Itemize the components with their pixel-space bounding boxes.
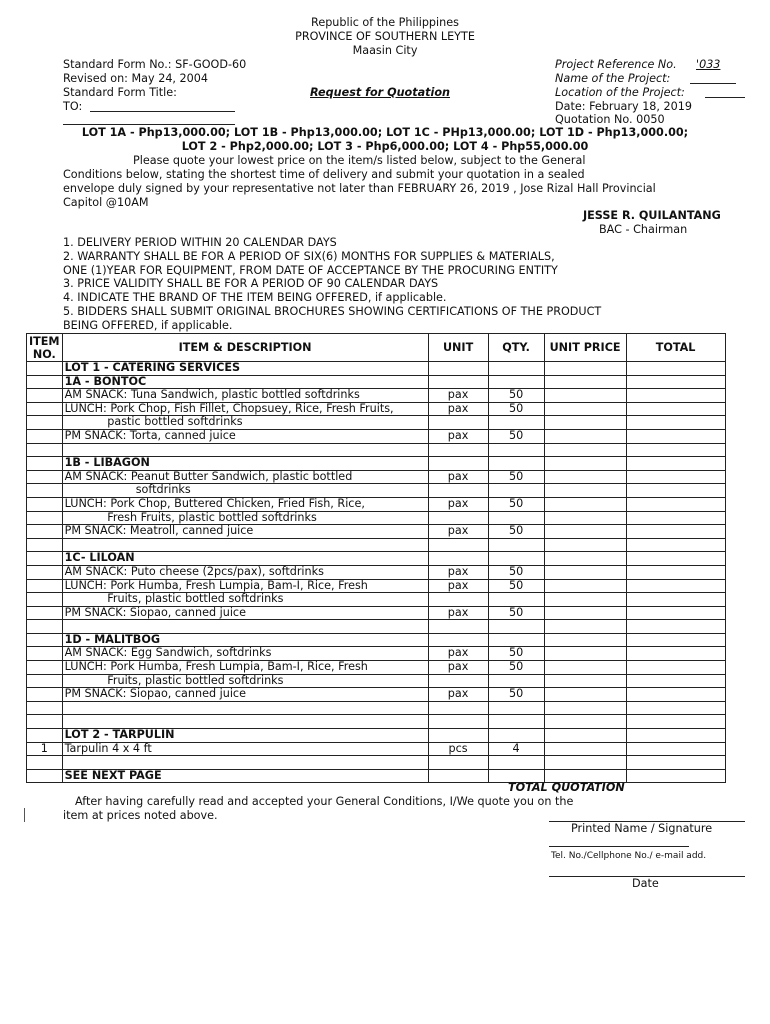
description-cell bbox=[62, 443, 428, 457]
total-cell[interactable] bbox=[626, 497, 725, 511]
item-no-cell bbox=[27, 769, 63, 783]
table-row bbox=[27, 633, 726, 647]
header-item-no: ITEM NO. bbox=[27, 334, 63, 362]
item-no-cell bbox=[27, 579, 63, 593]
date-label: Date bbox=[632, 877, 659, 890]
unit-cell bbox=[428, 674, 488, 688]
qty-cell: 50 bbox=[488, 565, 544, 579]
table-row bbox=[27, 688, 726, 702]
table-row bbox=[27, 443, 726, 457]
item-no-cell bbox=[27, 362, 63, 376]
text-cursor-mark bbox=[24, 808, 25, 822]
unit-price-cell[interactable] bbox=[544, 389, 626, 403]
revised-on: Revised on: May 24, 2004 bbox=[63, 72, 209, 85]
province-text: PROVINCE OF SOUTHERN LEYTE bbox=[295, 30, 475, 43]
description-cell: LUNCH: Pork Chop, Buttered Chicken, Fried Fish, Rice, bbox=[62, 497, 428, 511]
item-no-cell bbox=[27, 525, 63, 539]
total-cell[interactable] bbox=[626, 416, 725, 430]
tel-line[interactable] bbox=[549, 846, 689, 847]
unit-cell: pax bbox=[428, 688, 488, 702]
description-cell: Fruits, plastic bottled softdrinks bbox=[62, 674, 428, 688]
table-row bbox=[27, 661, 726, 675]
item-no-cell bbox=[27, 661, 63, 675]
header-unit-price: UNIT PRICE bbox=[544, 334, 626, 362]
unit-price-cell[interactable] bbox=[544, 620, 626, 634]
table-row bbox=[27, 538, 726, 552]
unit-cell bbox=[428, 457, 488, 471]
project-ref-label: Project Reference No. bbox=[555, 58, 677, 71]
republic-text: Republic of the Philippines bbox=[311, 16, 459, 29]
item-no-cell: 1 bbox=[27, 742, 63, 756]
item-no-cell bbox=[27, 389, 63, 403]
total-cell[interactable] bbox=[626, 484, 725, 498]
qty-cell bbox=[488, 756, 544, 770]
table-header-row bbox=[27, 334, 726, 362]
item-no-cell bbox=[27, 647, 63, 661]
quotation-no: Quotation No. 0050 bbox=[555, 113, 665, 126]
table-row bbox=[27, 729, 726, 743]
total-cell[interactable] bbox=[626, 402, 725, 416]
description-cell: 1D - MALITBOG bbox=[62, 633, 428, 647]
total-cell[interactable] bbox=[626, 633, 725, 647]
unit-cell: pax bbox=[428, 661, 488, 675]
acceptance-line1: After having carefully read and accepted your General Conditions, I/We quote you on the bbox=[75, 795, 574, 808]
unit-price-cell[interactable] bbox=[544, 688, 626, 702]
total-cell[interactable] bbox=[626, 470, 725, 484]
intro-line2: Conditions below, stating the shortest time of delivery and submit your quotation in a sealed bbox=[63, 168, 585, 181]
qty-cell bbox=[488, 674, 544, 688]
intro-line4: Capitol @10AM bbox=[63, 196, 149, 209]
total-cell[interactable] bbox=[626, 375, 725, 389]
description-cell: LUNCH: Pork Chop, Fish Fillet, Chopsuey, Rice, Fresh Fruits, bbox=[62, 402, 428, 416]
table-row bbox=[27, 647, 726, 661]
condition-1: 1. DELIVERY PERIOD WITHIN 20 CALENDAR DAYS bbox=[63, 236, 337, 249]
table-row bbox=[27, 362, 726, 376]
description-cell: LOT 1 - CATERING SERVICES bbox=[62, 362, 428, 376]
header-total: TOTAL bbox=[626, 334, 725, 362]
unit-cell: pax bbox=[428, 429, 488, 443]
description-cell: AM SNACK: Tuna Sandwich, plastic bottled softdrinks bbox=[62, 389, 428, 403]
qty-cell bbox=[488, 552, 544, 566]
qty-cell bbox=[488, 375, 544, 389]
signatory-title: BAC - Chairman bbox=[599, 223, 688, 236]
qty-cell: 4 bbox=[488, 742, 544, 756]
item-no-cell bbox=[27, 674, 63, 688]
total-cell[interactable] bbox=[626, 742, 725, 756]
unit-cell bbox=[428, 375, 488, 389]
unit-cell bbox=[428, 633, 488, 647]
unit-price-cell[interactable] bbox=[544, 715, 626, 729]
item-no-cell bbox=[27, 538, 63, 552]
table-row bbox=[27, 470, 726, 484]
unit-price-cell[interactable] bbox=[544, 416, 626, 430]
description-cell: 1B - LIBAGON bbox=[62, 457, 428, 471]
condition-4: 4. INDICATE THE BRAND OF THE ITEM BEING OFFERED, if applicable. bbox=[63, 291, 447, 304]
unit-price-cell[interactable] bbox=[544, 484, 626, 498]
unit-cell: pax bbox=[428, 402, 488, 416]
item-no-cell bbox=[27, 443, 63, 457]
qty-cell bbox=[488, 484, 544, 498]
unit-cell bbox=[428, 593, 488, 607]
project-location-label: Location of the Project: bbox=[555, 86, 685, 99]
total-cell[interactable] bbox=[626, 362, 725, 376]
qty-cell bbox=[488, 593, 544, 607]
total-cell[interactable] bbox=[626, 538, 725, 552]
qty-cell: 50 bbox=[488, 497, 544, 511]
form-title: Request for Quotation bbox=[310, 86, 450, 99]
unit-cell: pax bbox=[428, 579, 488, 593]
unit-price-cell[interactable] bbox=[544, 701, 626, 715]
condition-5b: BEING OFFERED, if applicable. bbox=[63, 319, 233, 332]
item-no-cell bbox=[27, 457, 63, 471]
tel-label: Tel. No./Cellphone No./ e-mail add. bbox=[551, 851, 707, 861]
table-row bbox=[27, 429, 726, 443]
description-cell: 1C- LILOAN bbox=[62, 552, 428, 566]
unit-price-cell[interactable] bbox=[544, 402, 626, 416]
unit-cell bbox=[428, 484, 488, 498]
condition-2b: ONE (1)YEAR FOR EQUIPMENT, FROM DATE OF ACCEPTANCE BY THE PROCURING ENTITY bbox=[63, 264, 558, 277]
description-cell: LOT 2 - TARPULIN bbox=[62, 729, 428, 743]
items-table bbox=[26, 333, 726, 783]
unit-cell: pax bbox=[428, 525, 488, 539]
description-cell bbox=[62, 538, 428, 552]
item-no-cell bbox=[27, 552, 63, 566]
qty-cell bbox=[488, 511, 544, 525]
description-cell: Tarpulin 4 x 4 ft bbox=[62, 742, 428, 756]
unit-cell: pax bbox=[428, 565, 488, 579]
unit-cell: pax bbox=[428, 647, 488, 661]
qty-cell: 50 bbox=[488, 470, 544, 484]
table-row bbox=[27, 552, 726, 566]
qty-cell bbox=[488, 729, 544, 743]
total-cell[interactable] bbox=[626, 593, 725, 607]
total-cell[interactable] bbox=[626, 606, 725, 620]
unit-cell: pax bbox=[428, 389, 488, 403]
qty-cell bbox=[488, 538, 544, 552]
item-no-cell bbox=[27, 633, 63, 647]
unit-cell bbox=[428, 769, 488, 783]
lots-summary-line2: LOT 2 - Php2,000.00; LOT 3 - Php6,000.00; LOT 4 - Php55,000.00 bbox=[181, 140, 589, 153]
item-no-cell bbox=[27, 593, 63, 607]
description-cell: Fruits, plastic bottled softdrinks bbox=[62, 593, 428, 607]
qty-cell bbox=[488, 620, 544, 634]
header-unit: UNIT bbox=[428, 334, 488, 362]
item-no-cell bbox=[27, 416, 63, 430]
table-row bbox=[27, 484, 726, 498]
table-row bbox=[27, 565, 726, 579]
unit-cell bbox=[428, 729, 488, 743]
description-cell bbox=[62, 620, 428, 634]
total-cell[interactable] bbox=[626, 457, 725, 471]
condition-3: 3. PRICE VALIDITY SHALL BE FOR A PERIOD OF 90 CALENDAR DAYS bbox=[63, 277, 439, 290]
unit-price-cell[interactable] bbox=[544, 429, 626, 443]
unit-price-cell[interactable] bbox=[544, 565, 626, 579]
qty-cell bbox=[488, 443, 544, 457]
intro-line3: envelope duly signed by your representative not later than FEBRUARY 26, 2019 , Jose Rizal Hall Provincial bbox=[63, 182, 656, 195]
lots-summary-line1: LOT 1A - Php13,000.00; LOT 1B - Php13,000.00; LOT 1C - PHp13,000.00; LOT 1D - Php13,000.00; bbox=[81, 126, 689, 139]
table-row bbox=[27, 715, 726, 729]
to-line-2[interactable] bbox=[63, 124, 235, 125]
unit-price-cell[interactable] bbox=[544, 552, 626, 566]
table-row bbox=[27, 402, 726, 416]
table-row bbox=[27, 511, 726, 525]
std-form-no: Standard Form No.: SF-GOOD-60 bbox=[63, 58, 247, 71]
total-cell[interactable] bbox=[626, 620, 725, 634]
description-cell: PM SNACK: Siopao, canned juice bbox=[62, 606, 428, 620]
table-row bbox=[27, 389, 726, 403]
total-cell[interactable] bbox=[626, 511, 725, 525]
total-cell[interactable] bbox=[626, 525, 725, 539]
unit-cell: pax bbox=[428, 606, 488, 620]
table-row bbox=[27, 375, 726, 389]
table-row bbox=[27, 606, 726, 620]
description-cell bbox=[62, 756, 428, 770]
unit-cell bbox=[428, 552, 488, 566]
item-no-cell bbox=[27, 756, 63, 770]
description-cell: softdrinks bbox=[62, 484, 428, 498]
item-no-cell bbox=[27, 701, 63, 715]
unit-price-cell[interactable] bbox=[544, 538, 626, 552]
signatory-name: JESSE R. QUILANTANG bbox=[583, 209, 721, 222]
unit-cell bbox=[428, 443, 488, 457]
printed-name-label: Printed Name / Signature bbox=[571, 822, 713, 835]
table-row bbox=[27, 457, 726, 471]
unit-price-cell[interactable] bbox=[544, 633, 626, 647]
total-cell[interactable] bbox=[626, 756, 725, 770]
unit-cell bbox=[428, 362, 488, 376]
unit-price-cell[interactable] bbox=[544, 742, 626, 756]
description-cell: AM SNACK: Peanut Butter Sandwich, plastic bottled bbox=[62, 470, 428, 484]
total-cell[interactable] bbox=[626, 552, 725, 566]
total-cell[interactable] bbox=[626, 647, 725, 661]
description-cell: LUNCH: Pork Humba, Fresh Lumpia, Bam-I, Rice, Fresh bbox=[62, 579, 428, 593]
std-form-title: Standard Form Title: bbox=[63, 86, 177, 99]
unit-cell bbox=[428, 511, 488, 525]
item-no-cell bbox=[27, 688, 63, 702]
total-cell[interactable] bbox=[626, 715, 725, 729]
table-row bbox=[27, 525, 726, 539]
unit-cell bbox=[428, 538, 488, 552]
unit-price-cell[interactable] bbox=[544, 497, 626, 511]
condition-5: 5. BIDDERS SHALL SUBMIT ORIGINAL BROCHURES SHOWING CERTIFICATIONS OF THE PRODUCT bbox=[63, 305, 602, 318]
table-row bbox=[27, 497, 726, 511]
table-row bbox=[27, 756, 726, 770]
project-location-line[interactable] bbox=[705, 97, 745, 98]
qty-cell: 50 bbox=[488, 389, 544, 403]
table-row bbox=[27, 416, 726, 430]
qty-cell: 50 bbox=[488, 606, 544, 620]
description-cell: PM SNACK: Torta, canned juice bbox=[62, 429, 428, 443]
qty-cell bbox=[488, 362, 544, 376]
total-cell[interactable] bbox=[626, 729, 725, 743]
qty-cell bbox=[488, 715, 544, 729]
description-cell bbox=[62, 701, 428, 715]
description-cell: pastic bottled softdrinks bbox=[62, 416, 428, 430]
project-name-line[interactable] bbox=[690, 83, 736, 84]
unit-price-cell[interactable] bbox=[544, 470, 626, 484]
description-cell: PM SNACK: Meatroll, canned juice bbox=[62, 525, 428, 539]
qty-cell bbox=[488, 416, 544, 430]
unit-price-cell[interactable] bbox=[544, 443, 626, 457]
unit-price-cell[interactable] bbox=[544, 457, 626, 471]
project-name-label: Name of the Project: bbox=[555, 72, 671, 85]
item-no-cell bbox=[27, 484, 63, 498]
city-text: Maasin City bbox=[352, 44, 418, 57]
unit-price-cell[interactable] bbox=[544, 674, 626, 688]
table-row bbox=[27, 579, 726, 593]
qty-cell: 50 bbox=[488, 402, 544, 416]
header-description: ITEM & DESCRIPTION bbox=[62, 334, 428, 362]
unit-cell: pcs bbox=[428, 742, 488, 756]
qty-cell: 50 bbox=[488, 647, 544, 661]
item-no-cell bbox=[27, 402, 63, 416]
qty-cell bbox=[488, 457, 544, 471]
table-row bbox=[27, 701, 726, 715]
qty-cell: 50 bbox=[488, 661, 544, 675]
unit-cell: pax bbox=[428, 497, 488, 511]
total-cell[interactable] bbox=[626, 429, 725, 443]
unit-price-cell[interactable] bbox=[544, 375, 626, 389]
unit-cell bbox=[428, 416, 488, 430]
item-no-cell bbox=[27, 375, 63, 389]
total-cell[interactable] bbox=[626, 661, 725, 675]
total-cell[interactable] bbox=[626, 443, 725, 457]
unit-price-cell[interactable] bbox=[544, 606, 626, 620]
table-row bbox=[27, 620, 726, 634]
unit-cell bbox=[428, 701, 488, 715]
unit-price-cell[interactable] bbox=[544, 661, 626, 675]
total-cell[interactable] bbox=[626, 688, 725, 702]
date-text: Date: February 18, 2019 bbox=[555, 100, 693, 113]
total-quotation-label: TOTAL QUOTATION bbox=[508, 781, 625, 794]
total-cell[interactable] bbox=[626, 769, 725, 783]
acceptance-line2: item at prices noted above. bbox=[63, 809, 218, 822]
total-cell[interactable] bbox=[626, 701, 725, 715]
description-cell: AM SNACK: Puto cheese (2pcs/pax), softdrinks bbox=[62, 565, 428, 579]
unit-cell bbox=[428, 715, 488, 729]
item-no-cell bbox=[27, 715, 63, 729]
unit-price-cell[interactable] bbox=[544, 525, 626, 539]
table-row bbox=[27, 593, 726, 607]
description-cell: PM SNACK: Siopao, canned juice bbox=[62, 688, 428, 702]
total-cell[interactable] bbox=[626, 674, 725, 688]
item-no-cell bbox=[27, 470, 63, 484]
table-row bbox=[27, 742, 726, 756]
header-qty: QTY. bbox=[488, 334, 544, 362]
unit-price-cell[interactable] bbox=[544, 756, 626, 770]
description-cell bbox=[62, 715, 428, 729]
qty-cell: 50 bbox=[488, 579, 544, 593]
unit-price-cell[interactable] bbox=[544, 511, 626, 525]
table-row bbox=[27, 674, 726, 688]
qty-cell: 50 bbox=[488, 429, 544, 443]
qty-cell bbox=[488, 701, 544, 715]
to-label: TO: bbox=[63, 100, 83, 113]
item-no-cell bbox=[27, 511, 63, 525]
qty-cell bbox=[488, 633, 544, 647]
item-no-cell bbox=[27, 497, 63, 511]
unit-price-cell[interactable] bbox=[544, 579, 626, 593]
unit-price-cell[interactable] bbox=[544, 729, 626, 743]
description-cell: LUNCH: Pork Humba, Fresh Lumpia, Bam-I, Rice, Fresh bbox=[62, 661, 428, 675]
unit-price-cell[interactable] bbox=[544, 593, 626, 607]
unit-cell: pax bbox=[428, 470, 488, 484]
to-line-1[interactable] bbox=[90, 111, 235, 112]
total-cell[interactable] bbox=[626, 565, 725, 579]
unit-cell bbox=[428, 756, 488, 770]
unit-price-cell[interactable] bbox=[544, 647, 626, 661]
item-no-cell bbox=[27, 620, 63, 634]
unit-price-cell[interactable] bbox=[544, 362, 626, 376]
condition-2: 2. WARRANTY SHALL BE FOR A PERIOD OF SIX(6) MONTHS FOR SUPPLIES & MATERIALS, bbox=[63, 250, 555, 263]
item-no-cell bbox=[27, 606, 63, 620]
item-no-cell bbox=[27, 429, 63, 443]
item-no-cell bbox=[27, 565, 63, 579]
description-cell: SEE NEXT PAGE bbox=[62, 769, 428, 783]
unit-cell bbox=[428, 620, 488, 634]
description-cell: 1A - BONTOC bbox=[62, 375, 428, 389]
total-cell[interactable] bbox=[626, 579, 725, 593]
intro-line1: Please quote your lowest price on the item/s listed below, subject to the General bbox=[133, 154, 586, 167]
qty-cell: 50 bbox=[488, 525, 544, 539]
total-cell[interactable] bbox=[626, 389, 725, 403]
qty-cell: 50 bbox=[488, 688, 544, 702]
description-cell: AM SNACK: Egg Sandwich, softdrinks bbox=[62, 647, 428, 661]
project-ref-value: '033 bbox=[696, 58, 721, 71]
description-cell: Fresh Fruits, plastic bottled softdrinks bbox=[62, 511, 428, 525]
item-no-cell bbox=[27, 729, 63, 743]
